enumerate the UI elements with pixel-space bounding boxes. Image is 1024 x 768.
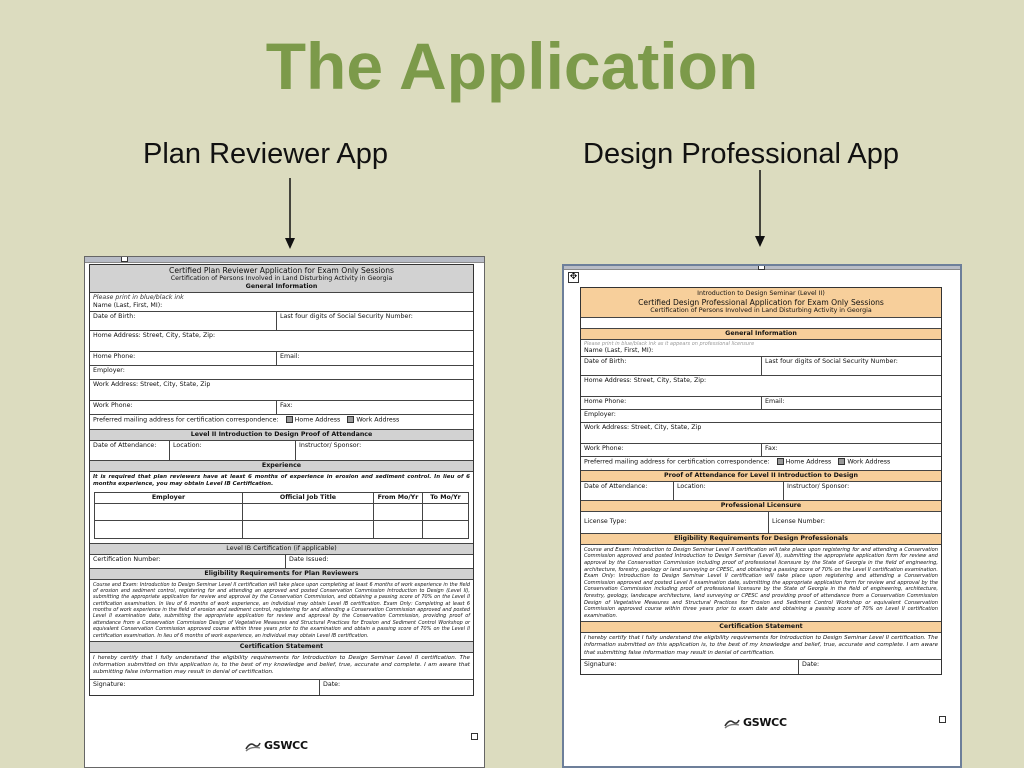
- gswcc-logo-icon: [724, 717, 740, 729]
- form-row: [581, 410, 941, 423]
- section-eligibility: Eligibility Requirements for Plan Reviewers: [90, 569, 473, 580]
- form-row: [90, 312, 473, 331]
- gswcc-logo: [724, 710, 787, 732]
- slide-title: The Application: [265, 29, 759, 103]
- license-number-field[interactable]: License Number:: [772, 518, 826, 526]
- form-row: [90, 331, 473, 352]
- logo-text: GSWCC: [264, 739, 308, 752]
- form-row: [581, 340, 941, 357]
- form-row: [90, 401, 473, 415]
- fax-field[interactable]: Fax:: [280, 401, 293, 409]
- form-row: [90, 293, 473, 312]
- section-level-ib: Level IB Certification (if applicable): [90, 544, 473, 555]
- home-address-field[interactable]: Home Address: Street, City, State, Zip:: [584, 377, 707, 385]
- resize-handle[interactable]: [121, 256, 128, 262]
- form-row: [90, 352, 473, 366]
- email-field[interactable]: Email:: [280, 352, 300, 360]
- plan-reviewer-application-thumbnail[interactable]: [84, 256, 485, 768]
- form-row: [581, 444, 941, 457]
- employer-field[interactable]: Employer:: [584, 411, 616, 419]
- ruler-bar: [85, 257, 484, 263]
- home-address-checkbox[interactable]: [286, 416, 293, 423]
- location-field[interactable]: Location:: [674, 482, 784, 500]
- section-licensure: Professional Licensure: [581, 501, 941, 512]
- section-experience: Experience: [90, 461, 473, 472]
- design-professional-application-thumbnail[interactable]: [562, 264, 962, 768]
- name-field[interactable]: Name (Last, First, MI):: [584, 347, 654, 355]
- caption-plan-reviewer: Plan Reviewer App: [143, 138, 389, 170]
- certification-text: I hereby certify that I fully understand the eligibility requirements for Introduction to Design Seminar Level II certification. The information submitted on this application is, to the best of my knowledge and belief, true, accurate and complete. I am aware that submitting false information may result in denial of certification.: [90, 653, 473, 680]
- print-note: Please print in blue/black ink: [93, 294, 184, 302]
- signature-field[interactable]: Signature:: [581, 660, 799, 674]
- work-address-option: Work Address: [847, 458, 891, 466]
- home-address-option: Home Address: [785, 458, 832, 466]
- home-address-option: Home Address: [294, 416, 341, 424]
- form-row: [581, 482, 941, 501]
- name-field[interactable]: Name (Last, First, MI):: [93, 302, 163, 310]
- experience-text: It is required that plan reviewers have at least 6 months of experience in erosion and sediment control. In lieu of 6 months experience, you may obtain Level IB Certification.: [93, 473, 470, 487]
- section-general-info: General Information: [581, 329, 941, 340]
- location-field[interactable]: Location:: [170, 441, 296, 460]
- section-general-info: General Information: [245, 283, 318, 291]
- form-subtitle: Certification of Persons Involved in Land Disturbing Activity in Georgia: [170, 275, 393, 283]
- table-row[interactable]: [95, 504, 468, 521]
- mailing-preference-label: Preferred mailing address for certification correspondence:: [584, 458, 770, 466]
- home-address-field[interactable]: Home Address: Street, City, State, Zip:: [93, 331, 216, 339]
- certification-text: I hereby certify that I fully understand the eligibility requirements for Introduction to Design Seminar Level II certification. The information submitted on this application is, to the best of my knowledge and belief, true, accurate and complete. I am aware that submitting false information may result in denial of certification.: [581, 633, 941, 659]
- form-header: [90, 265, 473, 293]
- work-address-checkbox[interactable]: [347, 416, 354, 423]
- dob-field[interactable]: Date of Birth:: [581, 357, 762, 375]
- work-address-checkbox[interactable]: [838, 458, 845, 465]
- form-row: [90, 555, 473, 569]
- email-field[interactable]: Email:: [765, 398, 785, 406]
- form-row: [90, 680, 473, 695]
- gswcc-logo-icon: [245, 740, 261, 752]
- certification-number-field[interactable]: Certification Number:: [90, 555, 286, 568]
- home-phone-field[interactable]: Home Phone:: [90, 352, 277, 365]
- gswcc-logo: [245, 733, 308, 755]
- license-type-field[interactable]: License Type:: [581, 512, 769, 533]
- work-address-field[interactable]: Work Address: Street, City, State, Zip: [584, 424, 702, 432]
- column-from: From Mo/Yr: [374, 493, 423, 503]
- design-professional-form: [580, 287, 942, 675]
- section-certification-statement: Certification Statement: [581, 622, 941, 633]
- column-to: To Mo/Yr: [430, 493, 461, 501]
- resize-handle[interactable]: [471, 733, 478, 740]
- attendance-date-field[interactable]: Date of Attendance:: [581, 482, 674, 500]
- form-row: [90, 366, 473, 380]
- eligibility-text: Course and Exam: Introduction to Design Seminar Level II certification will take place upon registering for and attending a Conservation Commission approved and posted Introduction to Design Seminar (Level II), submitting the appropriate application form for review and approval by the Conservation Commission including proof of professional licensure by the State of Georgia in the field of engineering, architecture, forestry, geology or land surveying or CPESC, and obtaining a passing score of 70% on the Level II certification examination. Exam Only: Introduction to Design Seminar Level II certification will take place upon registering and attending a Conservation Commission approved and posted Level II examination date, submitting the appropriate application form for review and approval by the Conservation Commission including proof of professional licensure by the State of Georgia in the field of engineering, architecture, forestry, geology, landscape architecture, land surveying or CPESC and providing proof of attendance from a Conservation Commission Design of Vegetative Measures and Structural Practices for Erosion and Sediment Control Workshop or equivalent Conservation Commission approved course within three years prior to exam date and obtaining a passing score of 70% on Level II certification examination.: [581, 545, 941, 623]
- form-row: [581, 457, 941, 471]
- logo-text: GSWCC: [743, 716, 787, 729]
- experience-table: [94, 492, 469, 539]
- resize-handle[interactable]: [758, 264, 765, 270]
- fax-field[interactable]: Fax:: [765, 445, 778, 453]
- form-row: [90, 415, 473, 430]
- section-attendance: Proof of Attendance for Level II Introduction to Design: [581, 471, 941, 482]
- print-note: Please print in blue/black ink as it appears on professional licensure: [584, 341, 755, 348]
- table-row[interactable]: [95, 521, 468, 538]
- form-header: [581, 288, 941, 318]
- form-row: [581, 357, 941, 376]
- form-title-top: Introduction to Design Seminar (Level II): [697, 290, 825, 297]
- instructor-field[interactable]: Instructor/ Sponsor:: [299, 441, 362, 449]
- down-arrow-icon: [283, 178, 297, 250]
- form-row: [581, 423, 941, 444]
- caption-design-professional: Design Professional App: [583, 138, 899, 170]
- eligibility-text: Course and Exam: Introduction to Design Seminar Level II certification will take place upon completing at least 6 months of work experience in the field of erosion and sediment control, registering for and attending an approved and posted Conservation Commission Introduction to Design (Level II), submitting the appropriate application for review and approval by the Conservation Commission, and obtaining a passing score of 70% on the Level II certification examination. In lieu of 6 months of work experience, an individual may obtain Level IB certification. Exam Only: Completing at least 6 months of work experience in the field of erosion and sediment control, registering for and attending a Conservation Commission approved and posted Level II examination date, submitting the appropriate application for review and approval by the Conservation Commission, providing proof of attendance from a Conservation Commission Design of Vegetative Measures and Structural Practices for Erosion and Sediment Control Workshop or equivalent Conservation Commission approved course within three years prior to the examination and obtain a passing score of 70% on the Level II certification examination. In lieu of 6 months of work experience, an individual may obtain Level IB certification.: [90, 580, 473, 642]
- column-job-title: Official Job Title: [243, 493, 374, 503]
- date-field[interactable]: Date:: [802, 660, 820, 668]
- attendance-date-field[interactable]: Date of Attendance:: [90, 441, 170, 460]
- column-employer: Employer: [95, 493, 243, 503]
- section-attendance: Level II Introduction to Design Proof of Attendance: [90, 430, 473, 441]
- home-address-checkbox[interactable]: [777, 458, 784, 465]
- dob-field[interactable]: Date of Birth:: [90, 312, 277, 330]
- form-subtitle: Certification of Persons Involved in Land Disturbing Activity in Georgia: [650, 307, 872, 315]
- signature-field[interactable]: Signature:: [90, 680, 320, 695]
- date-field[interactable]: Date:: [323, 680, 341, 688]
- instructor-field[interactable]: Instructor/ Sponsor:: [787, 483, 850, 491]
- mailing-preference-label: Preferred mailing address for certification correspondence:: [93, 416, 279, 424]
- ssn-field[interactable]: Last four digits of Social Security Number:: [280, 312, 413, 320]
- form-row: [90, 441, 473, 461]
- resize-handle[interactable]: [939, 716, 946, 723]
- table-header-row: [95, 493, 468, 504]
- ssn-field[interactable]: Last four digits of Social Security Number:: [765, 358, 898, 366]
- form-row: [581, 397, 941, 410]
- work-phone-field[interactable]: Work Phone:: [581, 444, 762, 456]
- form-row: [90, 380, 473, 401]
- move-handle-icon[interactable]: ✥: [569, 272, 578, 282]
- form-title: Certified Design Professional Application for Exam Only Sessions: [638, 297, 884, 307]
- work-address-option: Work Address: [356, 416, 400, 424]
- form-row: [581, 512, 941, 534]
- home-phone-field[interactable]: Home Phone:: [581, 397, 762, 409]
- down-arrow-icon: [753, 170, 767, 248]
- section-certification-statement: Certification Statement: [90, 642, 473, 653]
- work-address-field[interactable]: Work Address: Street, City, State, Zip: [93, 380, 211, 388]
- plan-reviewer-form: [89, 264, 474, 696]
- form-title: Certified Plan Reviewer Application for Exam Only Sessions: [169, 266, 394, 275]
- section-eligibility: Eligibility Requirements for Design Professionals: [581, 534, 941, 545]
- form-row: [581, 660, 941, 674]
- work-phone-field[interactable]: Work Phone:: [90, 401, 277, 414]
- employer-field[interactable]: Employer:: [93, 366, 125, 374]
- form-row: [581, 376, 941, 397]
- date-issued-field[interactable]: Date Issued:: [289, 555, 329, 563]
